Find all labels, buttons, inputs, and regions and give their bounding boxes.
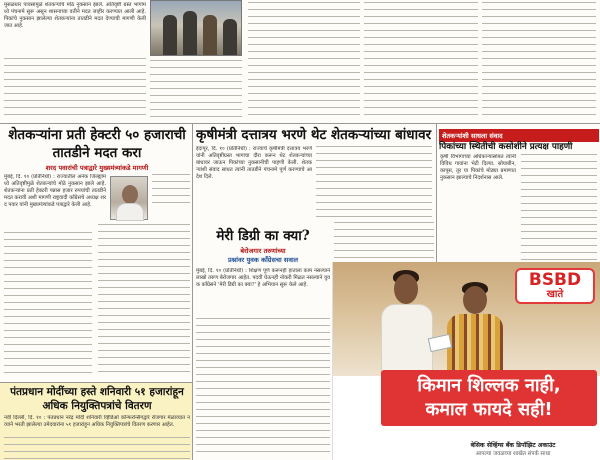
person-right xyxy=(445,280,505,376)
bsbd-badge xyxy=(515,268,595,304)
banner-line-1: किमान शिल्लक नाही, xyxy=(417,375,561,396)
farmers-aid-body-col1 xyxy=(4,232,92,378)
pm-appointment-letters-article xyxy=(0,382,193,460)
farmers-aid-body-col2 xyxy=(98,224,190,378)
pm-article-body-continued xyxy=(4,437,190,459)
pm-article-body: नवी दिल्ली, दि. १० : पंतप्रधान नरेंद्र मोदी शनिवारी व्हिडिओ कॉन्फरन्सिंगद्वारे रोजगार मेळाव्यात नव्याने भरती झालेल्या उमेदवारांना ५१ हजारांहून अधिक नियुक्तिपत्रांचे वितरण करणार आहेत. xyxy=(4,415,190,428)
top-news-strip xyxy=(0,0,600,124)
advertisement-banner xyxy=(381,370,597,426)
farmers-aid-body: मुंबई, दि. १० (प्रतिनिधी) : राज्यातील अनेक जिल्ह्यांमध्ये अतिवृष्टीमुळे शेतकऱ्यांचे मोठे नुकसान झाले आहे. शेतकऱ्यांना प्रती हेक्टरी पन्नास हजार रुपयांची तातडीने मदत करावी अशी मागणी राष्ट्रवादी काँग्रेसचे अध्यक्ष शरद पवार यांनी मुख्यमंत्र्यांकडे पत्राद्वारे केली आहे. xyxy=(4,174,106,208)
degree-article-body-col2 xyxy=(334,222,434,260)
bank-advertisement xyxy=(332,262,600,460)
field-visit-headline: पिकांच्या स्थितीची कसोशीने प्रत्यक्ष पाहणी xyxy=(439,142,573,152)
top-column-1-continued xyxy=(4,58,146,120)
bsbd-badge-subtitle: खाते xyxy=(546,289,564,300)
minister-article-headline: कृषीमंत्री दत्तात्रय भरणे थेट शेतकऱ्यांच्या बांधावर xyxy=(196,127,432,143)
advertisement-footer: बेसिक सेव्हिंग्स बँक डिपॉझिट अकाउंट xyxy=(470,442,556,449)
top-column-3 xyxy=(248,2,360,120)
farmers-aid-body-continued xyxy=(152,174,190,204)
banner-line-2: कमाल फायदे सही! xyxy=(425,399,553,420)
pawar-portrait-photo xyxy=(110,176,148,220)
field-visit-article xyxy=(436,124,600,264)
field-visit-body-col2 xyxy=(521,154,597,262)
degree-article-headline: मेरी डिग्री का क्या? xyxy=(216,228,310,244)
advertisement-footer-note: आपल्या जवळच्या शाखेत संपर्क साधा xyxy=(475,451,551,457)
top-column-4 xyxy=(364,2,478,120)
person-left xyxy=(379,266,435,376)
field-visit-subhead: शेतकऱ्यांशी साधला संवाद xyxy=(439,129,599,142)
minister-article-body: इंदापूर, दि. १० (प्रतिनिधी) : राज्याचे कृषीमंत्री दत्तात्रय भरणे यांनी अतिवृष्टीग्रस्त भागाचा दौरा करून थेट शेतकऱ्यांच्या बांधावर जाऊन पिकांच्या नुकसानीची पाहणी केली. शेतकऱ्यांशी संवाद साधत त्यांनी तातडीने पंचनामे पूर्ण करण्याचे आदेश दिले. xyxy=(196,146,312,180)
degree-article-subhead-1: बेरोजगार तरुणांच्या xyxy=(240,247,286,255)
top-column-5 xyxy=(482,2,596,120)
top-column-2 xyxy=(150,60,242,120)
degree-article xyxy=(196,222,330,460)
minister-article-col2 xyxy=(316,146,432,220)
top-news-photo xyxy=(150,0,242,56)
farmers-aid-article xyxy=(0,124,193,382)
farmers-aid-headline: शेतकऱ्यांना प्रती हेक्टरी ५० हजाराची तातडीने मदत करा xyxy=(8,127,186,161)
top-column-1: मुसळधार पावसामुळे शेतकऱ्यांचे मोठे नुकसान झाले. अतिवृष्टी ग्रस्त भागांमध्ये पंचनामे सुरू असून शासनाच्या वतीने मदत जाहीर करण्यात आली आहे. पिकांचे नुकसान झालेल्या शेतकऱ्यांना तातडीने मदत देण्याची मागणी केली जात आहे. xyxy=(4,2,146,29)
bsbd-badge-title: BSBD xyxy=(528,270,582,290)
farmers-aid-subhead: शरद पवारांची पत्राद्वारे मुख्यमंत्र्यांकडे मागणी xyxy=(45,164,149,172)
degree-article-subhead-2: प्रश्नांवर युवक काँग्रेसचा सवाल xyxy=(227,256,299,264)
degree-article-body-continued xyxy=(196,318,330,458)
degree-article-body: मुंबई, दि. १० (प्रतिनिधी) : शिक्षण पूर्ण करूनही हाताला काम नसल्याने लाखो तरुण बेरोजगार आहेत. पदवी घेऊनही नोकरी मिळत नसल्याने युवक काँग्रेसने 'मेरी डिग्री का क्या?' हे अभियान सुरू केले आहे. xyxy=(196,268,330,288)
field-visit-body: कृषी विभागाच्या अधिकाऱ्यांसोबत त्यांनी विविध गावांना भेटी दिल्या. सोयाबीन, कापूस, तूर या पिकांचे मोठ्या प्रमाणात नुकसान झाल्याचे निदर्शनास आले. xyxy=(440,154,516,181)
pm-article-headline: पंतप्रधान मोदींच्या हस्ते शनिवारी ५१ हजारांहून अधिक नियुक्तिपत्रांचे वितरण xyxy=(10,386,184,412)
